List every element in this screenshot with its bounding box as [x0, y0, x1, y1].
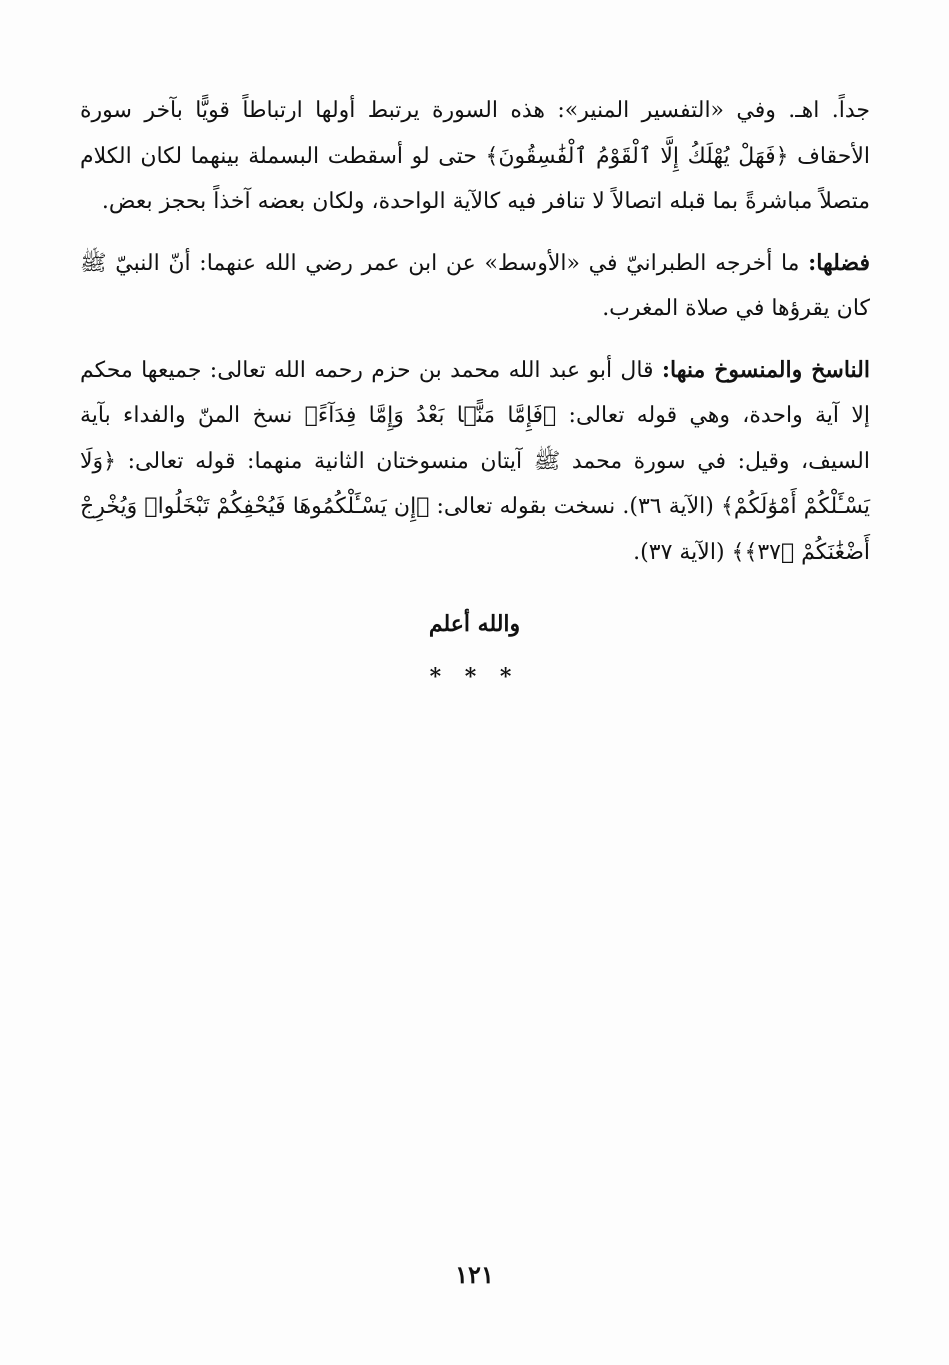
para-3-text-3: (الآية ٣٦). نسخت بقوله تعالى: [429, 494, 721, 519]
para-3-text-4: (الآية ٣٧). [633, 539, 732, 565]
quran-verse-wealth: ﴿وَلَا يَسْـَٔلْكُمْ أَمْوَٰلَكُمْ﴾ [80, 448, 871, 519]
section-divider-stars: * * * [429, 664, 520, 690]
abrogation-heading: الناسخ والمنسوخ منها: [661, 356, 870, 383]
para-2-text-1: ما أخرجه الطبرانيّ في «الأوسط» عن ابن عمر رضي الله عنهما: أنّ النبيّ ﷺ كان يقرؤها في صلاة المغرب. [80, 250, 870, 321]
para-1-text-2: حتى لو أسقطت البسملة بينهما لكان الكلام متصلاً مباشرةً بما قبله اتصالاً لا تنافر فيه كالآية الواحدة، ولكان بعضه آخذاً بحجز بعض. [80, 143, 870, 214]
virtue-heading: فضلها: [808, 249, 870, 276]
paragraph-abrogation [80, 348, 870, 576]
quran-verse-ahqaf: ﴿فَهَلْ يُهْلَكُ إِلَّا ٱلْقَوْمُ ٱلْفَٰسِقُونَ﴾ [485, 143, 789, 169]
para-3-text-1: قال أبو عبد الله محمد بن حزم رحمه الله تعالى: جميعها محكم إلا آية واحدة، وهي قوله تعالى: [80, 357, 870, 428]
closing-phrase: والله أعلم [428, 611, 521, 637]
paragraph-intro [80, 88, 870, 225]
para-1-text-1: جداً. اهـ. وفي «التفسير المنير»: هذه السورة يرتبط أولها ارتباطاً قويًّا بآخر سورة الأحقاف [80, 98, 871, 169]
page-number: ١٢١ [455, 1260, 494, 1289]
quran-verse-37: ﴿إِن يَسْـَٔلْكُمُوهَا فَيُحْفِكُمْ تَبْخَلُوا۟ وَيُخْرِجْ أَضْغَٰنَكُمْ ﴿٣٧﴾﴾ [80, 494, 870, 565]
paragraph-virtue [80, 241, 870, 332]
para-3-text-2: نسخ المنّ والفداء بآية السيف، وقيل: في سورة محمد ﷺ آيتان منسوختان الثانية منهما: قوله تعالى: [80, 403, 870, 474]
quran-verse-ransom: ﴿فَإِمَّا مَنًّۢا بَعْدُ وَإِمَّا فِدَآءً﴾ [304, 403, 557, 428]
body-text [80, 88, 870, 591]
